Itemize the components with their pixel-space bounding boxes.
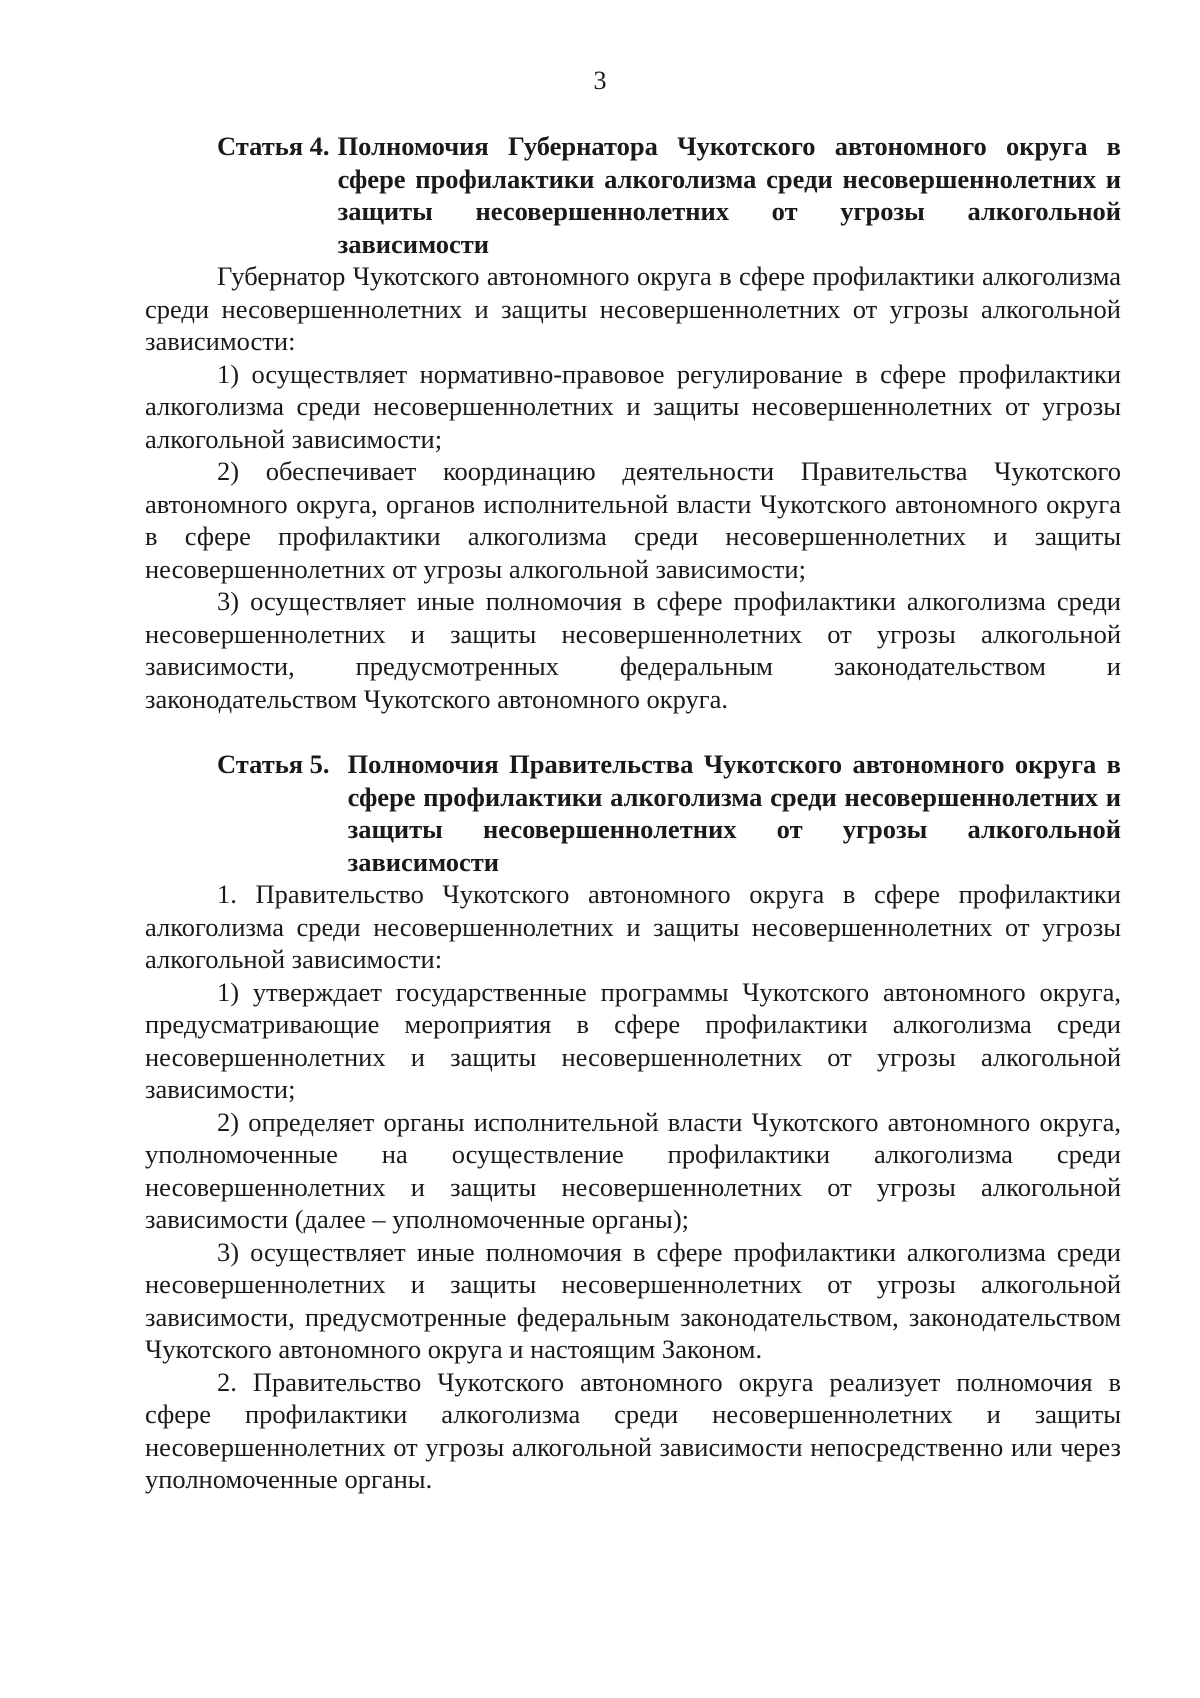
article-4-paragraph: 1) осуществляет нормативно-правовое регулирование в сфере профилактики алкоголизма среди несовершеннолетних и защиты несовершеннолетних от угрозы алкогольной зависимости; — [145, 358, 1121, 454]
article-5 — [145, 748, 1121, 1496]
article-4 — [145, 130, 1121, 715]
article-4-paragraph: 3) осуществляет иные полномочия в сфере профилактики алкоголизма среди несовершеннолетних и защиты несовершеннолетних от угрозы алкогольной зависимости, предусмотренных федеральным законодательством и законодательством Чукотского автономного округа. — [145, 586, 1121, 714]
article-4-paragraph: 2) обеспечивает координацию деятельности Правительства Чукотского автономного округа, органов исполнительной власти Чукотского автономного округа в сфере профилактики алкоголизма среди несовершеннолетних и защиты несовершеннолетних от угрозы алкогольной зависимости; — [145, 456, 1121, 584]
article-5-heading — [145, 748, 1121, 878]
article-5-paragraph: 3) осуществляет иные полномочия в сфере профилактики алкоголизма среди несовершеннолетних и защиты несовершеннолетних от угрозы алкогольной зависимости, предусмотренные федеральным законодательством, законодательством Чукотского автономного округа и настоящим Законом. — [145, 1236, 1121, 1364]
article-4-heading — [145, 130, 1121, 260]
article-5-paragraph: 1) утверждает государственные программы Чукотского автономного округа, предусматривающие мероприятия в сфере профилактики алкоголизма среди несовершеннолетних и защиты несовершеннолетних от угрозы алкогольной зависимости; — [145, 976, 1121, 1104]
article-5-paragraph: 1. Правительство Чукотского автономного округа в сфере профилактики алкоголизма среди несовершеннолетних и защиты несовершеннолетних от угрозы алкогольной зависимости: — [145, 879, 1121, 974]
article-5-paragraph: 2. Правительство Чукотского автономного округа реализует полномочия в сфере профилактики алкоголизма среди несовершеннолетних и защиты несовершеннолетних от угрозы алкогольной зависимости непосредственно или через уполномоченные органы. — [145, 1366, 1121, 1494]
article-4-label: Статья 4. — [217, 131, 330, 161]
article-5-title: Полномочия Правительства Чукотского автономного округа в сфере профилактики алкоголизма среди несовершеннолетних и защиты несовершеннолетних от угрозы алкогольной зависимости — [347, 749, 1121, 877]
heading-spacer — [330, 130, 338, 260]
heading-spacer — [330, 748, 348, 878]
article-5-label: Статья 5. — [217, 749, 330, 779]
article-4-title: Полномочия Губернатора Чукотского автономного округа в сфере профилактики алкоголизма среди несовершеннолетних и защиты несовершеннолетних от угрозы алкогольной зависимости — [337, 131, 1121, 259]
page-number: 3 — [593, 66, 607, 95]
article-5-paragraph: 2) определяет органы исполнительной власти Чукотского автономного округа, уполномоченные на осуществление профилактики алкоголизма среди несовершеннолетних и защиты несовершеннолетних от угрозы алкогольной зависимости (далее – уполномоченные органы); — [145, 1106, 1121, 1234]
article-4-paragraph: Губернатор Чукотского автономного округа в сфере профилактики алкоголизма среди несовершеннолетних и защиты несовершеннолетних от угрозы алкогольной зависимости: — [145, 261, 1121, 356]
